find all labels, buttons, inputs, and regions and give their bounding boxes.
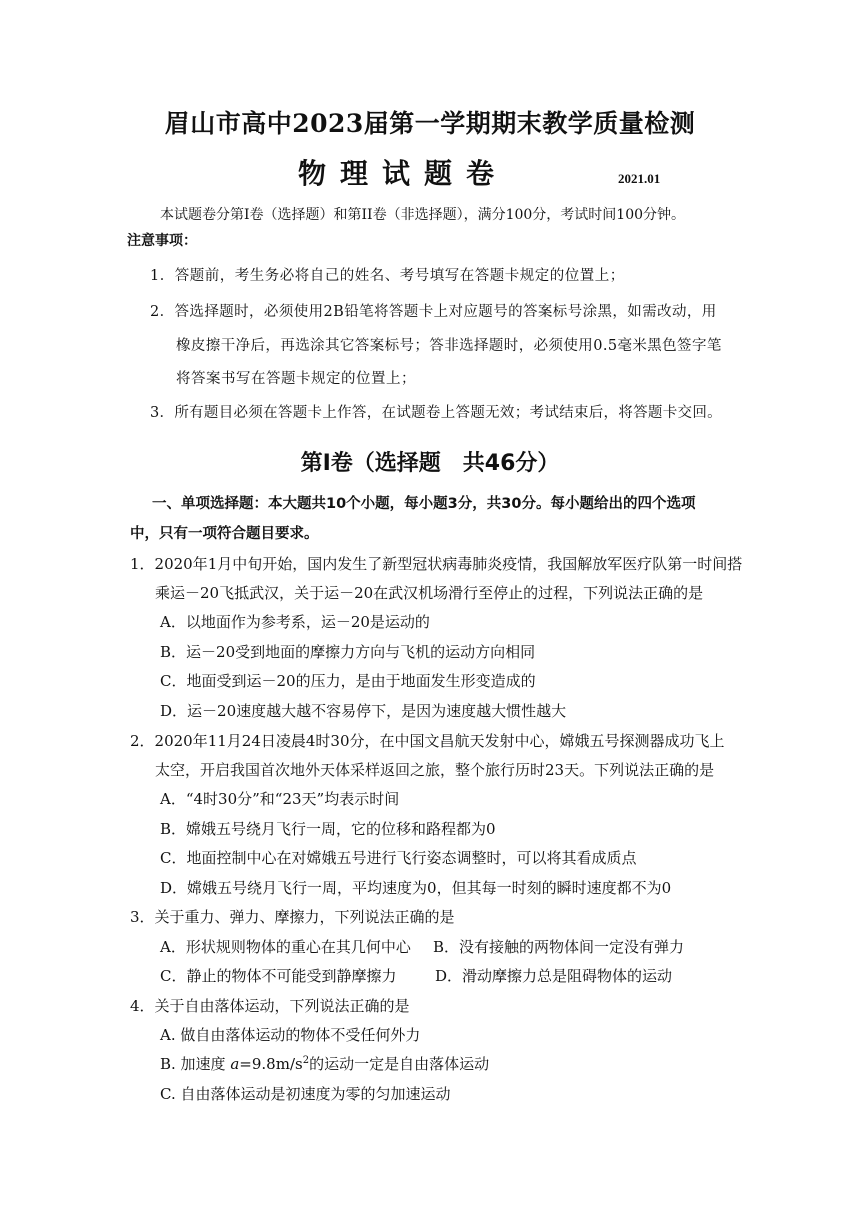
part-instructions-line-1: 一、单项选择题：本大题共10个小题，每小题3分，共30分。每小题给出的四个选项 [152,496,696,512]
q4-option-c: C. 自由落体运动是初速度为零的匀加速运动 [160,1085,451,1103]
q3-option-b: B．没有接触的两物体间一定没有弹力 [433,938,685,956]
exam-date: 2021.01 [618,171,661,186]
q2-stem-line-2: 太空，开启我国首次地外天体采样返回之旅，整个旅行历时23天。下列说法正确的是 [155,761,715,779]
q1-option-c: C．地面受到运－20的压力，是由于地面发生形变造成的 [160,672,536,690]
q2-option-d: D．嫦娥五号绕月飞行一周，平均速度为0，但其每一时刻的瞬时速度都不为0 [160,879,672,897]
notice-item-2-line-1: 2．答选择题时，必须使用2B铅笔将答题卡上对应题号的答案标号涂黑，如需改动，用 [150,304,717,320]
q4-option-a: A. 做自由落体运动的物体不受任何外力 [160,1026,421,1044]
q3-option-c: C．静止的物体不可能受到静摩擦力 [160,967,397,985]
q1-stem-line-2: 乘运－20飞抵武汉，关于运－20在武汉机场滑行至停止的过程，下列说法正确的是 [155,584,704,602]
exam-title: 眉山市高中2023届第一学期期末教学质量检测 [164,109,696,138]
part-instructions-line-2: 中，只有一项符合题目要求。 [130,526,319,542]
q4-option-b-prefix: B. 加速度 [160,1055,226,1073]
exam-subtitle: 物理试题卷 [298,157,509,190]
q4-option-b [160,1054,489,1074]
notice-heading: 注意事项： [127,233,197,249]
q3-option-a: A．形状规则物体的重心在其几何中心 [160,938,411,956]
q4-option-b-suffix: 的运动一定是自由落体运动 [309,1055,490,1073]
section-heading: 第I卷（选择题 共46分） [300,451,560,476]
q4-option-b-value: =9.8m/s [239,1055,303,1073]
intro-text: 本试题卷分第I卷（选择题）和第II卷（非选择题），满分100分，考试时间100分钟。 [160,207,686,223]
q4-option-b-variable: a [230,1055,240,1073]
q1-option-d: D．运－20速度越大越不容易停下，是因为速度越大惯性越大 [160,702,567,720]
notice-item-2-line-2: 橡皮擦干净后，再选涂其它答案标号；答非选择题时，必须使用0.5毫米黑色签字笔 [176,338,722,354]
q1-option-b: B．运－20受到地面的摩擦力方向与飞机的运动方向相同 [160,643,536,661]
notice-item-3: 3．所有题目必须在答题卡上作答，在试题卷上答题无效；考试结束后，将答题卡交回。 [150,405,722,421]
notice-item-2-line-3: 将答案书写在答题卡规定的位置上； [176,371,416,387]
notice-item-1: 1．答题前，考生务必将自己的姓名、考号填写在答题卡规定的位置上； [150,268,625,284]
q1-stem-line-1: 1．2020年1月中旬开始，国内发生了新型冠状病毒肺炎疫情，我国解放军医疗队第一时间搭 [130,555,743,573]
q2-option-b: B．嫦娥五号绕月飞行一周，它的位移和路程都为0 [160,820,496,838]
q2-option-c: C．地面控制中心在对嫦娥五号进行飞行姿态调整时，可以将其看成质点 [160,849,637,867]
q3-option-d: D．滑动摩擦力总是阻碍物体的运动 [435,967,673,985]
q2-stem-line-1: 2．2020年11月24日凌晨4时30分，在中国文昌航天发射中心，嫦娥五号探测器成功飞上 [130,732,725,750]
q2-option-a: A．“4时30分”和“23天”均表示时间 [160,790,400,808]
q4-stem: 4．关于自由落体运动，下列说法正确的是 [130,997,410,1015]
q4-option-b-exponent: 2 [302,1055,310,1066]
q1-option-a: A．以地面作为参考系，运－20是运动的 [160,613,430,631]
subtitle-row [0,154,860,194]
q3-stem: 3．关于重力、弹力、摩擦力，下列说法正确的是 [130,908,455,926]
